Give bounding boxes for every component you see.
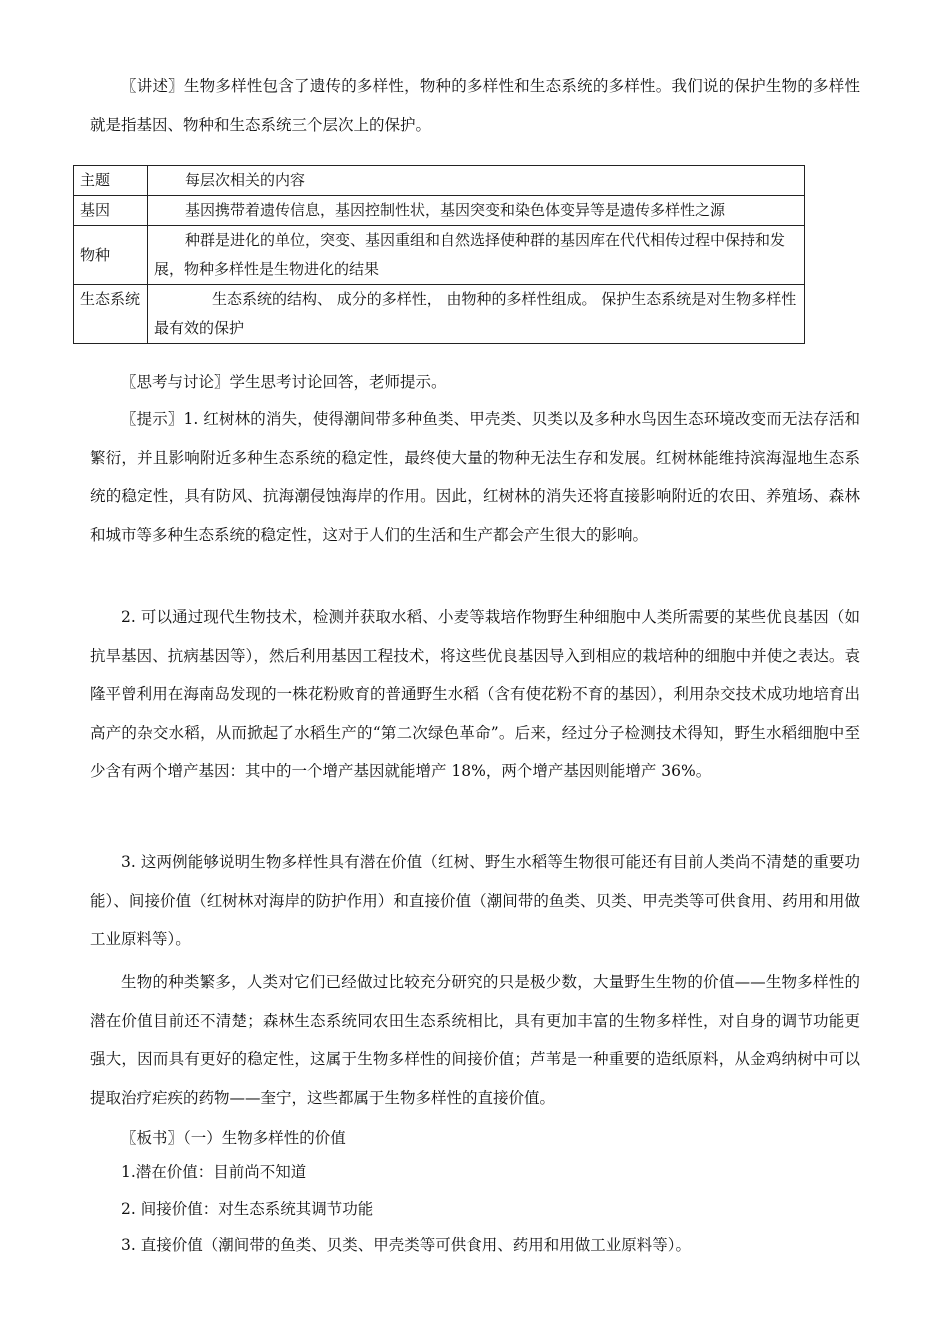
summary-paragraph: 生物的种类繁多，人类对它们已经做过比较充分研究的只是极少数，大量野生生物的价值——生物多样性的潜在价值目前还不清楚；森林生态系统同农田生态系统相比，具有更加丰富的生物多样性，对自身的调节功能更强大，因而具有更好的稳定性，这属于生物多样性的间接价值；芦苇是一种重要的造纸原料，从金鸡纳树中可以提取治疗疟疾的药物——奎宁，这些都属于生物多样性的直接价值。 <box>90 973 860 1107</box>
table-row <box>74 196 805 226</box>
board-item: 3. 直接价值（潮间带的鱼类、贝类、甲壳类等可供食用、药用和用做工业原料等）。 <box>121 1236 691 1254</box>
hint-1-paragraph: 〖提示〗1. 红树林的消失，使得潮间带多种鱼类、甲壳类、贝类以及多种水鸟因生态环境改变而无法存活和繁衍，并且影响附近多种生态系统的稳定性，最终使大量的物种无法生存和发展。红树林能维持滨海湿地生态系统的稳定性，具有防风、抗海潮侵蚀海岸的作用。因此，红树林的消失还将直接影响附近的农田、养殖场、森林和城市等多种生态系统的稳定性，这对于人们的生活和生产都会产生很大的影响。 <box>90 410 860 544</box>
hint-3-paragraph: 3. 这两例能够说明生物多样性具有潜在价值（红树、野生水稻等生物很可能还有目前人类尚不清楚的重要功能）、间接价值（红树林对海岸的防护作用）和直接价值（潮间带的鱼类、贝类、甲壳类等可供食用、药用和用做工业原料等）。 <box>90 853 860 948</box>
row-content: 生态系统的结构、 成分的多样性， 由物种的多样性组成。 保护生态系统是对生物多样性最有效的保护 <box>148 285 805 344</box>
discussion-paragraph: 〖思考与讨论〗学生思考讨论回答，老师提示。 <box>121 373 447 391</box>
table-row <box>74 285 805 344</box>
row-content: 种群是进化的单位，突变、基因重组和自然选择使种群的基因库在代代相传过程中保持和发展，物种多样性是生物进化的结果 <box>148 226 805 285</box>
board-item: 1.潜在价值：目前尚不知道 <box>121 1163 307 1181</box>
row-content: 基因携带着遗传信息，基因控制性状，基因突变和染色体变异等是遗传多样性之源 <box>148 196 805 226</box>
board-item: 2. 间接价值：对生态系统其调节功能 <box>121 1200 374 1218</box>
header-topic: 主题 <box>74 166 148 196</box>
row-topic: 生态系统 <box>74 285 148 344</box>
row-topic: 物种 <box>74 226 148 285</box>
board-title: 〖板书〗（一）生物多样性的价值 <box>121 1129 346 1147</box>
row-topic: 基因 <box>74 196 148 226</box>
intro-paragraph: 〖讲述〗生物多样性包含了遗传的多样性，物种的多样性和生态系统的多样性。我们说的保护生物的多样性就是指基因、物种和生态系统三个层次上的保护。 <box>90 77 860 134</box>
table-row <box>74 226 805 285</box>
hint-2-paragraph: 2. 可以通过现代生物技术，检测并获取水稻、小麦等栽培作物野生种细胞中人类所需要的某些优良基因（如抗旱基因、抗病基因等），然后利用基因工程技术，将这些优良基因导入到相应的栽培种的细胞中并使之表达。袁隆平曾利用在海南岛发现的一株花粉败育的普通野生水稻（含有使花粉不育的基因），利用杂交技术成功地培育出高产的杂交水稻，从而掀起了水稻生产的“第二次绿色革命”。后来，经过分子检测技术得知，野生水稻细胞中至少含有两个增产基因：其中的一个增产基因就能增产 18%，两个增产基因则能增产 36%。 <box>90 608 860 780</box>
header-content: 每层次相关的内容 <box>148 166 805 196</box>
biodiversity-levels-table <box>73 165 805 344</box>
table-header-row <box>74 166 805 196</box>
